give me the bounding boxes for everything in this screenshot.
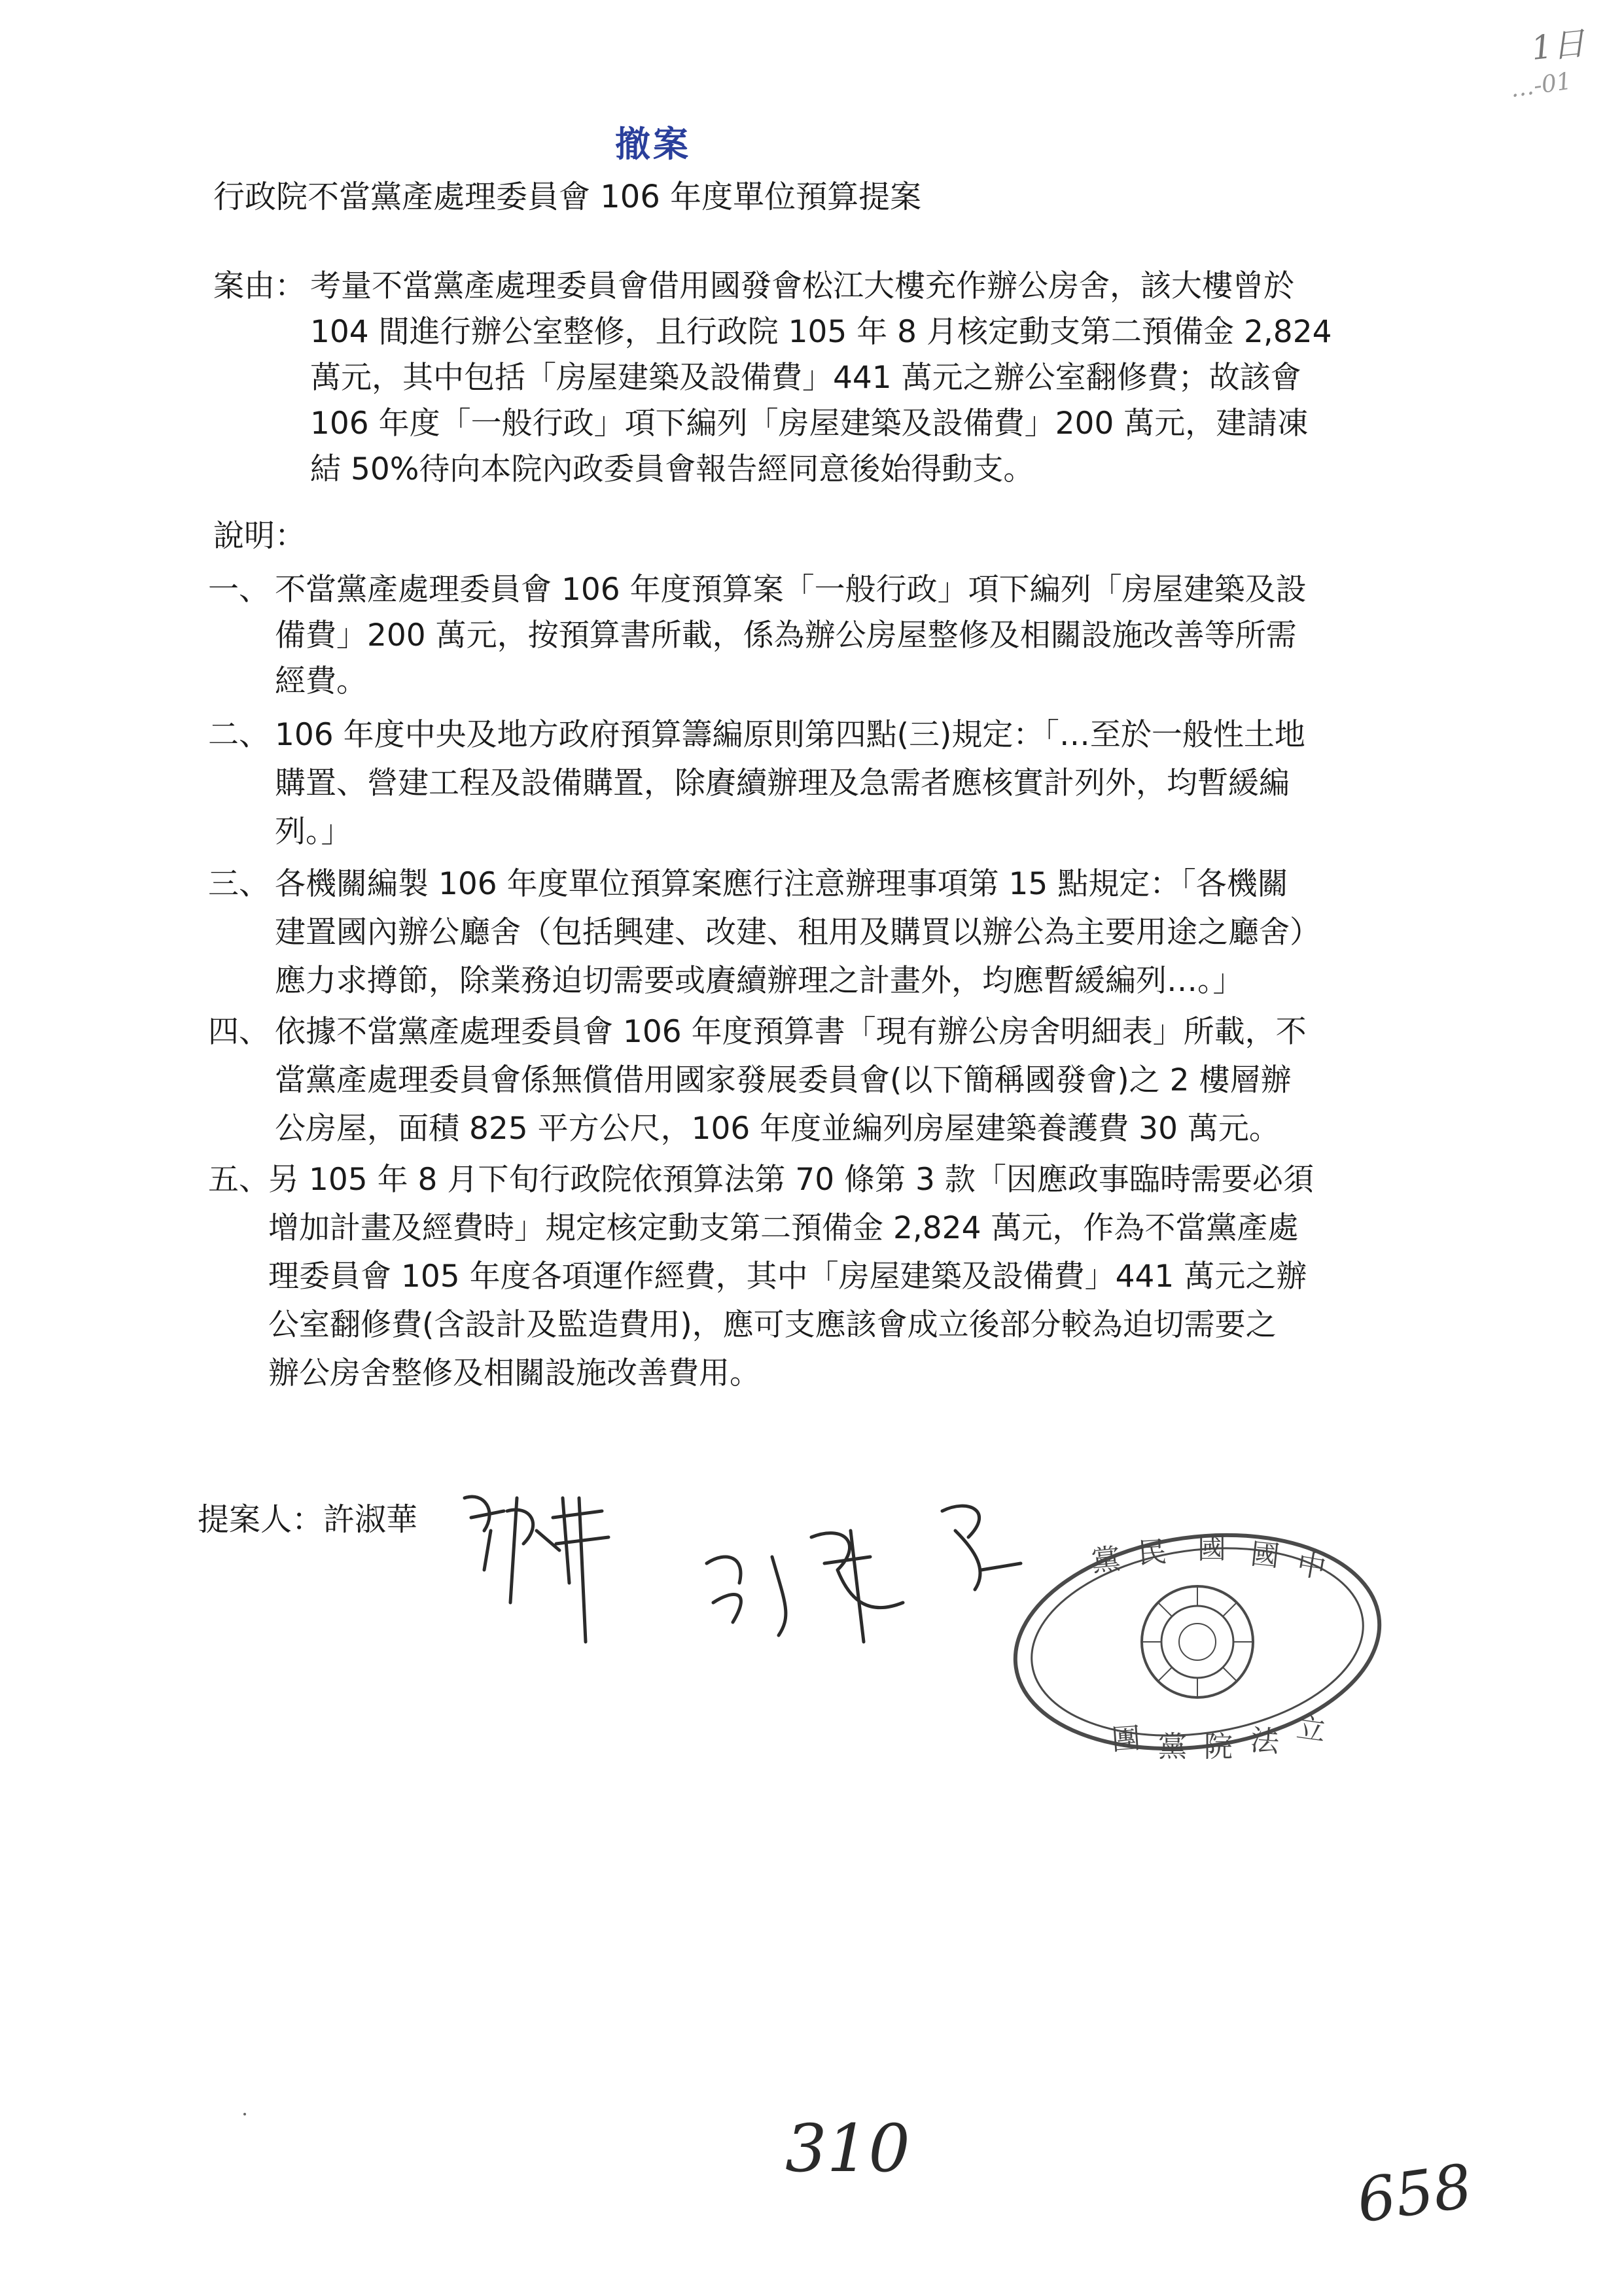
item-number: 五、 [208, 1162, 270, 1198]
handwritten-page-number-2: 658 [1352, 2151, 1477, 2236]
withdrawn-title: 撤案 [615, 123, 691, 165]
item-line: 列。」 [275, 814, 352, 850]
item-line: 經費。 [275, 663, 367, 699]
item-line: 建置國內辦公廳舍（包括興建、改建、租用及購買以辦公為主要用途之廳舍） [275, 914, 1320, 950]
explanation-label: 說明： [213, 518, 306, 554]
item-number: 四、 [208, 1014, 270, 1050]
item-line: 理委員會 105 年度各項運作經費，其中「房屋建築及設備費」441 萬元之辦 [268, 1259, 1307, 1295]
reason-line: 104 間進行辦公室整修，且行政院 105 年 8 月核定動支第二預備金 2,824 [310, 314, 1332, 350]
item-number: 一、 [208, 572, 270, 608]
item-line: 辦公房舍整修及相關設施改善費用。 [268, 1355, 760, 1391]
svg-text:黨: 黨 [1158, 1730, 1187, 1764]
item-line: 購置、營建工程及設備購置，除賡續辦理及急需者應核實計列外，均暫緩編 [275, 765, 1290, 801]
svg-text:民: 民 [1137, 1535, 1168, 1571]
reason-line: 萬元，其中包括「房屋建築及設備費」441 萬元之辦公室翻修費；故該會 [310, 360, 1301, 396]
svg-text:國: 國 [1197, 1532, 1226, 1565]
item-line: 不當黨產處理委員會 106 年度預算案「一般行政」項下編列「房屋建築及設 [275, 572, 1307, 608]
item-line: 各機關編製 106 年度單位預算案應行注意辦理事項第 15 點規定：「各機關 [275, 866, 1288, 902]
scan-speck [243, 2113, 246, 2115]
svg-text:立: 立 [1294, 1711, 1328, 1748]
item-number: 三、 [208, 866, 270, 902]
item-line: 應力求撙節，除業務迫切需要或賡續辦理之計畫外，均應暫緩編列…。」 [275, 963, 1244, 999]
svg-text:黨: 黨 [1089, 1542, 1122, 1578]
svg-text:國: 國 [1248, 1537, 1281, 1574]
handwritten-annotation: 1日 [1529, 24, 1587, 68]
item-line: 增加計畫及經費時」規定核定動支第二預備金 2,824 萬元，作為不當黨產處 [268, 1210, 1299, 1246]
item-line: 公房屋，面積 825 平方公尺，106 年度並編列房屋建築養護費 30 萬元。 [275, 1111, 1280, 1147]
reason-line: 結 50%待向本院內政委員會報告經同意後始得動支。 [310, 451, 1034, 487]
proposer-label: 提案人：許淑華 [198, 1501, 418, 1538]
reason-label: 案由： [213, 268, 306, 304]
reason-line: 考量不當黨產處理委員會借用國發會松江大樓充作辦公房舍，該大樓曾於 [310, 268, 1294, 304]
svg-text:中: 中 [1294, 1547, 1329, 1586]
item-line: 備費」200 萬元，按預算書所載，係為辦公房屋整修及相關設施改善等所需 [275, 617, 1297, 653]
item-line: 依據不當黨產處理委員會 106 年度預算書「現有辦公房舍明細表」所載，不 [275, 1014, 1307, 1050]
proposal-subject: 行政院不當黨產處理委員會 106 年度單位預算提案 [213, 179, 922, 215]
svg-text:法: 法 [1249, 1724, 1280, 1760]
handwritten-annotation-date: …-01 [1508, 67, 1574, 103]
handwritten-page-number: 310 [785, 2110, 910, 2187]
item-line: 當黨產處理委員會係無償借用國家發展委員會(以下簡稱國發會)之 2 樓層辦 [275, 1062, 1292, 1098]
legislative-caucus-seal [1001, 1498, 1394, 1773]
item-line: 另 105 年 8 月下旬行政院依預算法第 70 條第 3 款「因應政事臨時需要必須 [268, 1162, 1314, 1198]
svg-text:院: 院 [1204, 1730, 1233, 1764]
item-line: 公室翻修費(含設計及監造費用)，應可支應該會成立後部分較為迫切需要之 [268, 1307, 1277, 1343]
svg-text:團: 團 [1110, 1722, 1142, 1757]
item-line: 106 年度中央及地方政府預算籌編原則第四點(三)規定：「…至於一般性土地 [275, 717, 1305, 753]
reason-line: 106 年度「一般行政」項下編列「房屋建築及設備費」200 萬元，建請凍 [310, 406, 1309, 442]
item-number: 二、 [208, 717, 270, 753]
